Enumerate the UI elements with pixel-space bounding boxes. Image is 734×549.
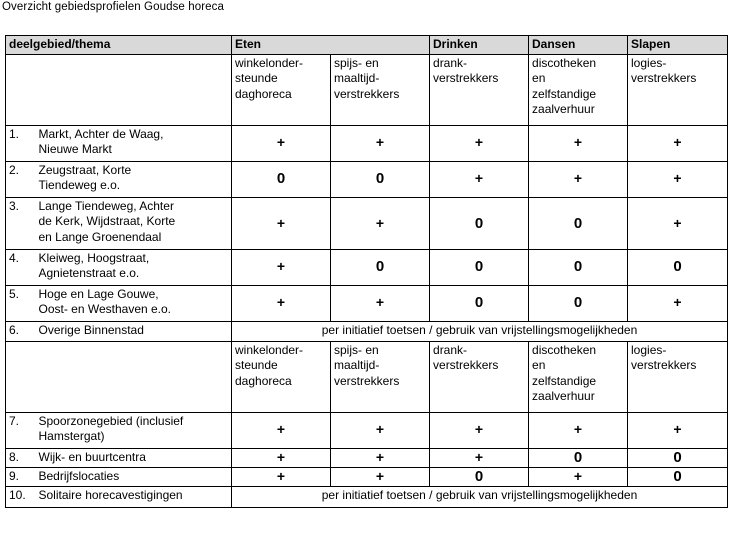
value-cell: + (331, 125, 430, 161)
header-dansen: Dansen (529, 36, 628, 55)
subheader-logies: logies- verstrekkers (628, 341, 728, 412)
value-cell: + (529, 161, 628, 197)
subheader-drank: drank- verstrekkers (430, 341, 529, 412)
table-row (6, 125, 728, 161)
row-area: Wijk- en buurtcentra (36, 448, 232, 467)
value-cell: + (430, 125, 529, 161)
value-cell: 0 (628, 467, 728, 486)
subheader-empty (6, 54, 232, 125)
row-number: 9. (6, 467, 36, 486)
span-note: per initiatief toetsen / gebruik van vrijstellingsmogelijkheden (232, 321, 728, 341)
row-area: Solitaire horecavestigingen (36, 486, 232, 507)
value-cell: 0 (529, 448, 628, 467)
value-cell: 0 (232, 161, 331, 197)
value-cell: 0 (331, 249, 430, 285)
row-number: 5. (6, 285, 36, 321)
value-cell: + (529, 412, 628, 448)
table-row (6, 412, 728, 448)
value-cell: + (232, 467, 331, 486)
value-cell: + (331, 197, 430, 249)
value-cell: + (331, 467, 430, 486)
value-cell: + (331, 448, 430, 467)
value-cell: + (430, 412, 529, 448)
subheader-empty (6, 341, 232, 412)
value-cell: + (232, 197, 331, 249)
value-cell: 0 (529, 249, 628, 285)
value-cell: 0 (529, 197, 628, 249)
row-number: 2. (6, 161, 36, 197)
subheader-logies: logies- verstrekkers (628, 54, 728, 125)
value-cell: + (232, 249, 331, 285)
value-cell: + (232, 412, 331, 448)
value-cell: + (430, 161, 529, 197)
row-area: Hoge en Lage Gouwe, Oost- en Westhaven e.o. (36, 285, 232, 321)
value-cell: + (628, 412, 728, 448)
span-note: per initiatief toetsen / gebruik van vrijstellingsmogelijkheden (232, 486, 728, 507)
value-cell: 0 (430, 285, 529, 321)
row-number: 3. (6, 197, 36, 249)
row-number: 1. (6, 125, 36, 161)
subheader-disco: discotheken en zelfstandige zaalverhuur (529, 54, 628, 125)
table-row (6, 467, 728, 486)
value-cell: 0 (529, 285, 628, 321)
value-cell: + (529, 125, 628, 161)
row-area: Overige Binnenstad (36, 321, 232, 341)
subheader-row (6, 341, 728, 412)
horeca-profiles-table (5, 35, 728, 508)
row-number: 10. (6, 486, 36, 507)
subheader-drank: drank- verstrekkers (430, 54, 529, 125)
value-cell: 0 (430, 249, 529, 285)
value-cell: + (232, 125, 331, 161)
header-slapen: Slapen (628, 36, 728, 55)
table-row (6, 161, 728, 197)
document-caption: Overzicht gebiedsprofielen Goudse horeca (2, 1, 224, 13)
subheader-row (6, 54, 728, 125)
value-cell: + (430, 448, 529, 467)
value-cell: + (331, 285, 430, 321)
table-row (6, 285, 728, 321)
row-number: 8. (6, 448, 36, 467)
subheader-spijs: spijs- en maaltijd- verstrekkers (331, 54, 430, 125)
value-cell: 0 (628, 249, 728, 285)
value-cell: + (331, 412, 430, 448)
row-area: Lange Tiendeweg, Achter de Kerk, Wijdstraat, Korte en Lange Groenendaal (36, 197, 232, 249)
table-row (6, 321, 728, 341)
row-number: 6. (6, 321, 36, 341)
subheader-spijs: spijs- en maaltijd- verstrekkers (331, 341, 430, 412)
table-row (6, 249, 728, 285)
value-cell: 0 (331, 161, 430, 197)
header-eten: Eten (232, 36, 430, 55)
subheader-disco: discotheken en zelfstandige zaalverhuur (529, 341, 628, 412)
value-cell: + (529, 467, 628, 486)
value-cell: + (628, 285, 728, 321)
value-cell: + (232, 448, 331, 467)
row-number: 4. (6, 249, 36, 285)
value-cell: + (628, 197, 728, 249)
subheader-winkel: winkelonder- steunde daghoreca (232, 54, 331, 125)
value-cell: 0 (430, 197, 529, 249)
header-area: deelgebied/thema (6, 36, 232, 55)
header-drinken: Drinken (430, 36, 529, 55)
row-area: Kleiweg, Hoogstraat, Agnietenstraat e.o. (36, 249, 232, 285)
table-row (6, 197, 728, 249)
row-number: 7. (6, 412, 36, 448)
row-area: Bedrijfslocaties (36, 467, 232, 486)
value-cell: + (628, 161, 728, 197)
value-cell: + (628, 125, 728, 161)
value-cell: + (232, 285, 331, 321)
row-area: Spoorzonegebied (inclusief Hamstergat) (36, 412, 232, 448)
value-cell: 0 (628, 448, 728, 467)
table-row (6, 448, 728, 467)
value-cell: 0 (430, 467, 529, 486)
header-row (6, 36, 728, 55)
row-area: Markt, Achter de Waag, Nieuwe Markt (36, 125, 232, 161)
row-area: Zeugstraat, Korte Tiendeweg e.o. (36, 161, 232, 197)
subheader-winkel: winkelonder- steunde daghoreca (232, 341, 331, 412)
table-row (6, 486, 728, 507)
